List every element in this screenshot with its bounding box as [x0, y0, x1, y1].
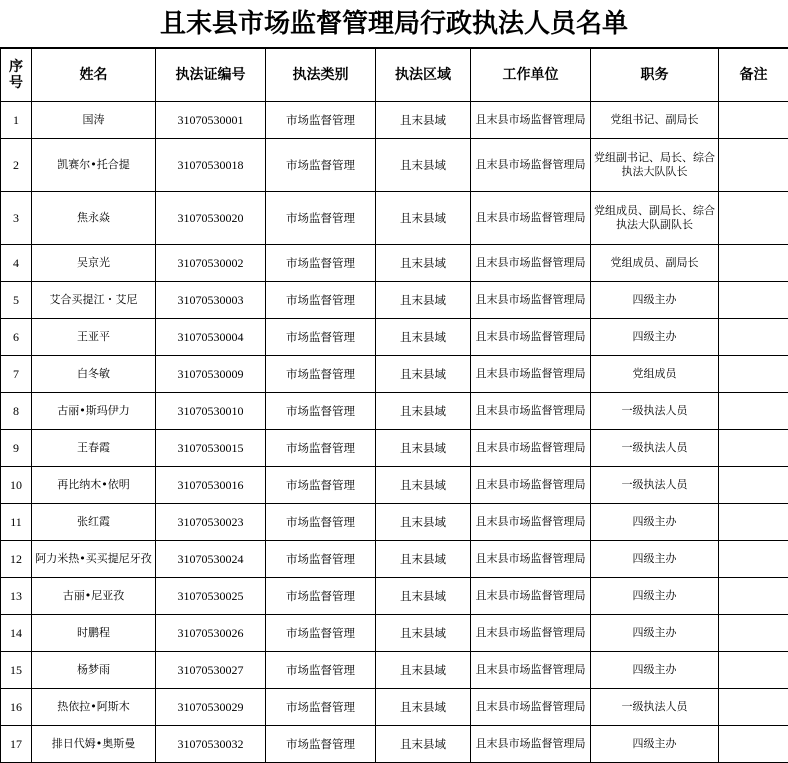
cell-category: 市场监督管理: [266, 689, 376, 726]
cell-cert: 31070530026: [156, 615, 266, 652]
cell-cert: 31070530009: [156, 356, 266, 393]
cell-no: 12: [1, 541, 32, 578]
cell-note: [719, 578, 788, 615]
cell-unit: 且末县市场监督管理局: [471, 615, 591, 652]
cell-category: 市场监督管理: [266, 245, 376, 282]
cell-duty: 党组成员: [591, 356, 719, 393]
cell-name: 国涛: [32, 102, 156, 139]
table-row: [1, 652, 788, 689]
table-row: [1, 245, 788, 282]
cell-category: 市场监督管理: [266, 319, 376, 356]
table-row: [1, 356, 788, 393]
cell-unit: 且末县市场监督管理局: [471, 192, 591, 245]
cell-category: 市场监督管理: [266, 578, 376, 615]
cell-no: 10: [1, 467, 32, 504]
cell-name: 时鹏程: [32, 615, 156, 652]
table-row: [1, 319, 788, 356]
table-row: [1, 102, 788, 139]
header-area: 执法区域: [376, 49, 471, 102]
cell-note: [719, 615, 788, 652]
cell-cert: 31070530032: [156, 726, 266, 763]
cell-no: 2: [1, 139, 32, 192]
cell-duty: 一级执法人员: [591, 467, 719, 504]
cell-area: 且末县域: [376, 689, 471, 726]
cell-unit: 且末县市场监督管理局: [471, 430, 591, 467]
cell-duty: 一级执法人员: [591, 430, 719, 467]
table-row: [1, 282, 788, 319]
cell-area: 且末县域: [376, 393, 471, 430]
table-row: [1, 615, 788, 652]
cell-area: 且末县域: [376, 139, 471, 192]
table-row: [1, 430, 788, 467]
cell-note: [719, 139, 788, 192]
cell-area: 且末县域: [376, 578, 471, 615]
cell-no: 1: [1, 102, 32, 139]
cell-note: [719, 541, 788, 578]
cell-cert: 31070530024: [156, 541, 266, 578]
cell-cert: 31070530015: [156, 430, 266, 467]
cell-note: [719, 689, 788, 726]
cell-no: 16: [1, 689, 32, 726]
cell-duty: 四级主办: [591, 282, 719, 319]
cell-category: 市场监督管理: [266, 282, 376, 319]
cell-duty: 四级主办: [591, 615, 719, 652]
table-header-row: [1, 49, 788, 102]
cell-name: 古丽•尼亚孜: [32, 578, 156, 615]
cell-category: 市场监督管理: [266, 726, 376, 763]
header-note: 备注: [719, 49, 788, 102]
cell-category: 市场监督管理: [266, 541, 376, 578]
cell-category: 市场监督管理: [266, 102, 376, 139]
cell-no: 14: [1, 615, 32, 652]
cell-cert: 31070530027: [156, 652, 266, 689]
cell-cert: 31070530025: [156, 578, 266, 615]
cell-area: 且末县域: [376, 192, 471, 245]
cell-category: 市场监督管理: [266, 467, 376, 504]
header-category: 执法类别: [266, 49, 376, 102]
table-row: [1, 467, 788, 504]
cell-cert: 31070530004: [156, 319, 266, 356]
cell-unit: 且末县市场监督管理局: [471, 726, 591, 763]
cell-unit: 且末县市场监督管理局: [471, 393, 591, 430]
cell-note: [719, 430, 788, 467]
cell-category: 市场监督管理: [266, 139, 376, 192]
cell-no: 5: [1, 282, 32, 319]
cell-area: 且末县域: [376, 282, 471, 319]
cell-name: 王春霞: [32, 430, 156, 467]
cell-unit: 且末县市场监督管理局: [471, 282, 591, 319]
cell-note: [719, 467, 788, 504]
cell-duty: 党组成员、副局长: [591, 245, 719, 282]
cell-cert: 31070530029: [156, 689, 266, 726]
header-cert: 执法证编号: [156, 49, 266, 102]
cell-duty: 四级主办: [591, 726, 719, 763]
header-duty: 职务: [591, 49, 719, 102]
cell-area: 且末县域: [376, 356, 471, 393]
document-title: 且末县市场监督管理局行政执法人员名单: [0, 0, 788, 48]
table-row: [1, 578, 788, 615]
table-row: [1, 504, 788, 541]
cell-area: 且末县域: [376, 245, 471, 282]
cell-no: 7: [1, 356, 32, 393]
cell-name: 热依拉•阿斯木: [32, 689, 156, 726]
cell-duty: 四级主办: [591, 319, 719, 356]
cell-unit: 且末县市场监督管理局: [471, 319, 591, 356]
cell-note: [719, 319, 788, 356]
cell-category: 市场监督管理: [266, 192, 376, 245]
cell-note: [719, 652, 788, 689]
cell-note: [719, 504, 788, 541]
cell-no: 9: [1, 430, 32, 467]
cell-name: 古丽•斯玛伊力: [32, 393, 156, 430]
cell-cert: 31070530002: [156, 245, 266, 282]
cell-note: [719, 726, 788, 763]
cell-cert: 31070530023: [156, 504, 266, 541]
table-row: [1, 393, 788, 430]
cell-unit: 且末县市场监督管理局: [471, 541, 591, 578]
table-body: [1, 102, 788, 763]
cell-note: [719, 282, 788, 319]
cell-cert: 31070530010: [156, 393, 266, 430]
cell-no: 15: [1, 652, 32, 689]
cell-category: 市场监督管理: [266, 652, 376, 689]
cell-area: 且末县域: [376, 504, 471, 541]
cell-no: 13: [1, 578, 32, 615]
cell-name: 王亚平: [32, 319, 156, 356]
cell-name: 杨梦雨: [32, 652, 156, 689]
cell-unit: 且末县市场监督管理局: [471, 504, 591, 541]
cell-cert: 31070530018: [156, 139, 266, 192]
cell-name: 阿力米热•买买提尼牙孜: [32, 541, 156, 578]
cell-category: 市场监督管理: [266, 504, 376, 541]
cell-area: 且末县域: [376, 726, 471, 763]
cell-unit: 且末县市场监督管理局: [471, 102, 591, 139]
cell-unit: 且末县市场监督管理局: [471, 245, 591, 282]
cell-no: 3: [1, 192, 32, 245]
cell-area: 且末县域: [376, 467, 471, 504]
cell-category: 市场监督管理: [266, 615, 376, 652]
cell-unit: 且末县市场监督管理局: [471, 467, 591, 504]
cell-note: [719, 245, 788, 282]
cell-duty: 党组书记、副局长: [591, 102, 719, 139]
cell-no: 17: [1, 726, 32, 763]
cell-duty: 四级主办: [591, 652, 719, 689]
cell-duty: 四级主办: [591, 504, 719, 541]
cell-unit: 且末县市场监督管理局: [471, 356, 591, 393]
cell-unit: 且末县市场监督管理局: [471, 139, 591, 192]
cell-unit: 且末县市场监督管理局: [471, 578, 591, 615]
cell-note: [719, 393, 788, 430]
cell-cert: 31070530001: [156, 102, 266, 139]
cell-area: 且末县域: [376, 652, 471, 689]
cell-name: 张红霞: [32, 504, 156, 541]
table-row: [1, 192, 788, 245]
cell-duty: 一级执法人员: [591, 689, 719, 726]
table-row: [1, 541, 788, 578]
cell-no: 11: [1, 504, 32, 541]
cell-category: 市场监督管理: [266, 356, 376, 393]
cell-unit: 且末县市场监督管理局: [471, 652, 591, 689]
cell-category: 市场监督管理: [266, 393, 376, 430]
cell-name: 白冬敏: [32, 356, 156, 393]
cell-duty: 党组成员、副局长、综合执法大队副队长: [591, 192, 719, 245]
cell-area: 且末县域: [376, 102, 471, 139]
cell-note: [719, 356, 788, 393]
cell-area: 且末县域: [376, 319, 471, 356]
cell-duty: 四级主办: [591, 541, 719, 578]
header-unit: 工作单位: [471, 49, 591, 102]
cell-unit: 且末县市场监督管理局: [471, 689, 591, 726]
cell-name: 再比纳木•依明: [32, 467, 156, 504]
cell-area: 且末县域: [376, 430, 471, 467]
cell-cert: 31070530020: [156, 192, 266, 245]
cell-no: 8: [1, 393, 32, 430]
cell-note: [719, 192, 788, 245]
cell-cert: 31070530016: [156, 467, 266, 504]
table-row: [1, 726, 788, 763]
cell-no: 4: [1, 245, 32, 282]
table-row: [1, 689, 788, 726]
cell-duty: 党组副书记、局长、综合执法大队队长: [591, 139, 719, 192]
cell-duty: 一级执法人员: [591, 393, 719, 430]
cell-cert: 31070530003: [156, 282, 266, 319]
cell-name: 艾合买提江・艾尼: [32, 282, 156, 319]
table-row: [1, 139, 788, 192]
cell-name: 排日代姆•奥斯曼: [32, 726, 156, 763]
header-no: 序号: [1, 49, 32, 102]
cell-note: [719, 102, 788, 139]
cell-name: 焦永焱: [32, 192, 156, 245]
staff-table: [0, 48, 788, 763]
cell-area: 且末县域: [376, 615, 471, 652]
cell-category: 市场监督管理: [266, 430, 376, 467]
cell-name: 吴京光: [32, 245, 156, 282]
header-name: 姓名: [32, 49, 156, 102]
cell-name: 凯赛尔•托合提: [32, 139, 156, 192]
cell-duty: 四级主办: [591, 578, 719, 615]
cell-area: 且末县域: [376, 541, 471, 578]
cell-no: 6: [1, 319, 32, 356]
